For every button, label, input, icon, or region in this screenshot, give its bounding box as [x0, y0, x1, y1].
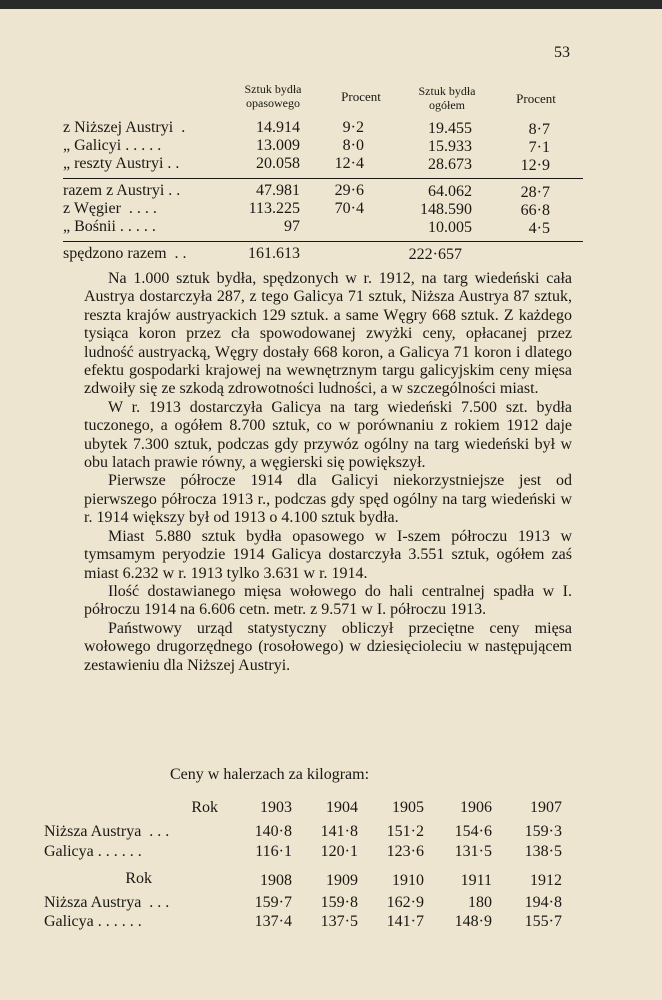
paragraph: Ilość dostawianego mięsa wołowego do hali centralnej spadła w I. półroczu 1914 na 6.606 cetn. metr. z 9.571 w I. półroczu 1913.: [84, 582, 572, 619]
cell-percent: 29·6: [334, 182, 364, 199]
table-rule: [63, 178, 583, 179]
cell-percent: 28·7: [520, 184, 550, 201]
price-cell: 154·6: [454, 823, 492, 840]
row-label: z Niższej Austryi .: [63, 119, 186, 136]
cell-fattened: 13.009: [256, 137, 300, 154]
row-label: „ Galicyi . . . . .: [63, 137, 162, 154]
page-number: 53: [554, 44, 570, 61]
cell-percent: 9·2: [342, 119, 364, 136]
paragraph: Państwowy urząd statystyczny obliczył przeciętne ceny mięsa wołowego drugorzędnego (rosołowego) w dziesięcioleciu w następującem zestawieniu dla Niższej Austryi.: [84, 619, 572, 674]
row-label: spędzono razem . .: [63, 245, 187, 262]
cell-total: 148.590: [420, 201, 472, 218]
cell-total: 222·657: [408, 246, 462, 263]
price-cell: 151·2: [386, 823, 424, 840]
table-rule: [63, 241, 583, 242]
price-row-label: Galicya . . . . . .: [44, 913, 142, 930]
paragraph: Na 1.000 sztuk bydła, spędzonych w r. 1912, na targ wiedeński cała Austrya dostarczyła 287, z tego Galicya 71 sztuk, Niższa Austrya 87 sztuk, reszta krajów austryackich 129 sztuk. a same Węgry 668 sztuk. Z każdego tysiąca koron przez cła spowodowanej zwyżki ceny, opłacanej przez ludność austryacką, Węgry dostały 668 koron, a Galicya 71 koron i dlatego efektu gospodarki krajowej na wewnętrznym targu galicyjskim ceny mięsa zdwoiły się ze szkodą zdrowotności ludności, a w szczególności miast.: [84, 270, 572, 398]
price-cell: 141·7: [386, 913, 424, 930]
header-fattened-cattle: Sztuk bydła opasowego: [244, 82, 302, 110]
cell-percent: 4·5: [528, 220, 550, 237]
price-cell: 138·5: [524, 843, 562, 860]
cell-percent: 8·7: [528, 121, 550, 138]
header-total-cattle: Sztuk bydła ogółem: [418, 84, 476, 112]
cell-percent: 12·9: [520, 157, 550, 174]
row-label: z Węgier . . . .: [63, 200, 157, 217]
row-label: „ reszty Austryi . .: [63, 155, 180, 172]
cell-percent: 66·8: [520, 202, 550, 219]
cell-percent: 7·1: [528, 139, 550, 156]
page-top-edge: [0, 0, 662, 9]
row-label: razem z Austryi . .: [63, 182, 181, 199]
price-cell: 131·5: [454, 843, 492, 860]
cell-total: 10.005: [428, 219, 472, 236]
year-header: 1904: [326, 799, 358, 816]
cell-percent: 8·0: [342, 137, 364, 154]
year-label: Rok: [125, 870, 152, 887]
year-header: 1903: [260, 799, 292, 816]
price-cell: 159·8: [320, 894, 358, 911]
price-row-label: Galicya . . . . . .: [44, 843, 142, 860]
header-percent-2: Procent: [516, 91, 556, 106]
cell-total: 15.933: [428, 138, 472, 155]
price-cell: 116·1: [255, 843, 292, 860]
price-cell: 123·6: [386, 843, 424, 860]
year-header: 1906: [460, 799, 492, 816]
paragraph: Miast 5.880 sztuk bydła opasowego w I-szem półroczu 1913 w tymsamym peryodzie 1914 Galicya dostarczyła 3.551 sztuk, ogółem zaś miast 6.232 w r. 1913 tylko 3.631 w r. 1914.: [84, 527, 572, 582]
price-cell: 137·4: [254, 913, 292, 930]
price-cell: 141·8: [320, 823, 358, 840]
year-label: Rok: [191, 799, 218, 816]
year-header: 1912: [530, 872, 562, 889]
paragraph: Pierwsze półrocze 1914 dla Galicyi niekorzystniejsze jest od pierwszego półrocza 1913 r., podczas gdy spęd ogólny na targ wiedeński w r. 1914 większy był od 1913 o 4.100 sztuk bydła.: [84, 472, 572, 527]
price-cell: 162·9: [386, 894, 424, 911]
cell-fattened: 113.225: [248, 200, 300, 217]
price-cell: 137·5: [320, 913, 358, 930]
cell-total: 19.455: [428, 120, 472, 137]
cell-percent: 70·4: [334, 200, 364, 217]
year-header: 1909: [326, 872, 358, 889]
row-label: „ Bośnii . . . . .: [63, 218, 156, 235]
price-cell: 148·9: [454, 913, 492, 930]
year-header: 1911: [460, 872, 492, 889]
header-percent-1: Procent: [341, 89, 381, 104]
price-cell: 120·1: [320, 843, 358, 860]
cell-fattened: 97: [284, 218, 300, 235]
price-cell: 180: [468, 894, 492, 911]
cell-fattened: 20.058: [256, 155, 300, 172]
price-row-label: Niższa Austrya . . .: [44, 894, 170, 911]
price-cell: 159·3: [524, 823, 562, 840]
price-table-title: Ceny w halerzach za kilogram:: [170, 766, 370, 783]
year-header: 1905: [392, 799, 424, 816]
cell-total: 64.062: [428, 183, 472, 200]
cell-total: 28.673: [428, 156, 472, 173]
year-header: 1910: [392, 872, 424, 889]
cell-fattened: 14.914: [256, 119, 300, 136]
year-header: 1908: [260, 872, 292, 889]
cell-fattened: 47.981: [256, 182, 300, 199]
body-text: [84, 270, 572, 675]
price-cell: 155·7: [524, 913, 562, 930]
cell-fattened: 161.613: [248, 245, 300, 262]
price-cell: 159·7: [254, 894, 292, 911]
cell-percent: 12·4: [334, 155, 364, 172]
year-header: 1907: [530, 799, 562, 816]
price-row-label: Niższa Austrya . . .: [44, 823, 170, 840]
price-cell: 194·8: [524, 894, 562, 911]
price-cell: 140·8: [254, 823, 292, 840]
paragraph: W r. 1913 dostarczyła Galicya na targ wiedeński 7.500 szt. bydła tuczonego, a ogółem 8.700 sztuk, co w porównaniu z rokiem 1912 daje ubytek 7.300 sztuk, podczas gdy przywóz ogólny na targ wiedeński był w obu latach prawie równy, a węgierski się powiększył.: [84, 398, 572, 472]
